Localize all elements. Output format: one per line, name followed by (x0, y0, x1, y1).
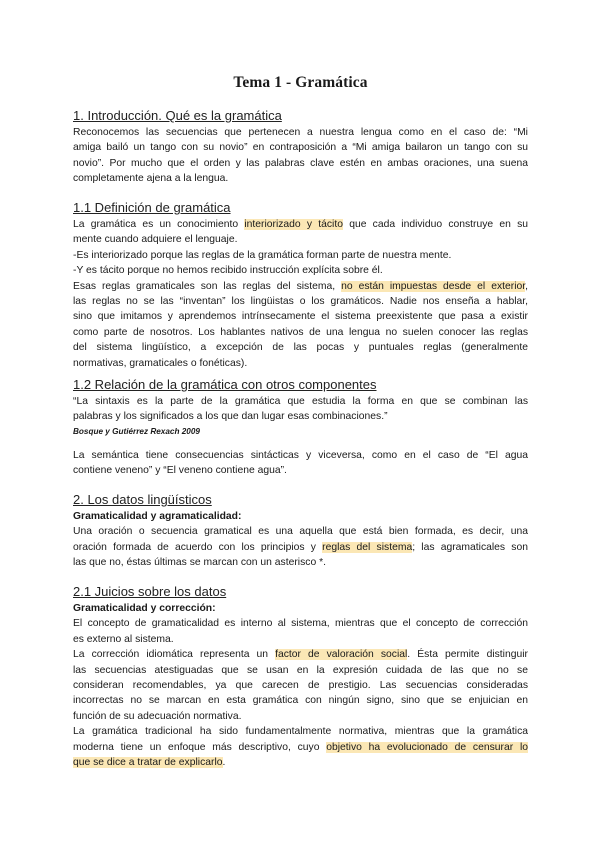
section-heading-juicios: 2.1 Juicios sobre los datos (73, 584, 227, 599)
paragraph-definicion (73, 217, 528, 371)
text-span: . Ésta permite distinguir (407, 649, 528, 661)
text-line: sino que imitamos y aprendemos intrínsecamente el sistema preexistente que pasa a existir (73, 311, 528, 323)
text-line: mente cuando adquiere el lenguaje. (73, 234, 238, 246)
text-line: El concepto de gramaticalidad es interno al sistema, mientras que el concepto de corrección (73, 618, 528, 630)
section-heading-relacion: 1.2 Relación de la gramática con otros componentes (73, 377, 377, 392)
highlighted-text: reglas del sistema (322, 541, 413, 553)
text-line (73, 540, 528, 555)
text-line: La gramática tradicional ha sido fundamentalmente normativa, mientras que la gramática (73, 726, 528, 738)
text-line (73, 755, 528, 770)
text-line: Una oración o secuencia gramatical es una aquella que está bien formada, es decir, una (73, 526, 528, 538)
text-line: amiga bailó un tango con su novio” en contraposición a “Mi amiga bailaron un tango con su (73, 142, 528, 154)
citation: Bosque y Gutiérrez Rexach 2009 (73, 426, 200, 436)
text-line: consideran recomendables, ya que carecen de prestigio. Las secuencias consideradas (73, 679, 528, 691)
paragraph-datos (73, 509, 528, 571)
text-line: del sistema lingüístico, a excepción de las pocas y puntuales reglas (generalmente (73, 342, 528, 354)
quote-line: palabras y los significados a los que dan lugar esas combinaciones.” (73, 411, 388, 423)
section-heading-intro: 1. Introducción. Qué es la gramática (73, 108, 282, 123)
text-line: contiene veneno” y “El veneno contiene agua”. (73, 465, 287, 477)
text-line (73, 647, 528, 662)
text-span: . (222, 756, 226, 768)
text-line: La semántica tiene consecuencias sintácticas y viceversa, como en el caso de “El agua (73, 450, 528, 461)
quote-block (73, 394, 528, 439)
highlighted-text: objetivo ha evolucionado de censurar lo (326, 741, 528, 753)
text-line: incorrectas no se marcan en esta gramática con ningún signo, sino que se enjuician en (73, 695, 528, 707)
quote-line: “La sintaxis es la parte de la gramática que estudia la forma en que se combinan las (73, 396, 528, 407)
text-line: función de su adecuación normativa. (73, 710, 242, 722)
document-title: Tema 1 - Gramática (233, 74, 368, 91)
text-line: como parte de nosotros. Los hablantes nativos de una lengua no suelen conocer las reglas (73, 326, 528, 338)
text-span: ; las agramaticales son (412, 541, 528, 553)
text-line: novio”. Por mucho que el orden y las palabras clave estén en ambas oraciones, una suena (73, 157, 528, 169)
section-heading-definicion: 1.1 Definición de gramática (73, 200, 231, 215)
text-span: Esas reglas gramaticales son las reglas del sistema, (73, 280, 342, 292)
subheading: Gramaticalidad y corrección: (73, 603, 216, 614)
highlighted-text: no están impuestas desde el exterior (341, 280, 526, 292)
text-line: completamente ajena a la lengua. (73, 173, 229, 185)
text-line: las que no, éstas últimas se marcan con un asterisco *. (73, 557, 326, 569)
highlighted-text: interiorizado y tácito (244, 219, 343, 230)
highlighted-text: factor de valoración social (275, 649, 408, 661)
paragraph-juicios (73, 601, 528, 770)
text-span: moderna tiene un enfoque más descriptivo, cuyo (73, 741, 327, 753)
section-heading-datos: 2. Los datos lingüísticos (73, 492, 212, 507)
text-span: La gramática es un conocimiento (73, 219, 245, 230)
highlighted-text: que se dice a tratar de explicarlo (73, 756, 223, 768)
text-line: -Es interiorizado porque las reglas de la gramática forman parte de nuestra mente. (73, 249, 452, 261)
paragraph-intro (73, 125, 528, 187)
text-line: es externo al sistema. (73, 633, 174, 645)
text-line (73, 217, 528, 232)
text-line: -Y es tácito porque no hemos recibido instrucción explícita sobre él. (73, 265, 383, 277)
text-span: oración formada de acuerdo con los principios y (73, 541, 323, 553)
paragraph-relacion (73, 448, 528, 479)
text-line: las reglas no se las “inventan” los lingüistas o los gramáticos. Nadie nos enseña a hablar, (73, 295, 528, 307)
text-line (73, 740, 528, 755)
text-span: La corrección idiomática representa un (73, 649, 276, 661)
subheading: Gramaticalidad y agramaticalidad: (73, 511, 242, 522)
text-line (73, 279, 528, 294)
text-span: , (525, 280, 529, 292)
text-line: normativas, gramaticales o fonéticas). (73, 357, 248, 369)
text-line: las secuencias atestiguadas que se usan en la expresión cuidada de las que no se (73, 664, 528, 676)
text-span: que cada individuo construye en su (342, 219, 528, 230)
text-line: Reconocemos las secuencias que pertenecen a nuestra lengua como en el caso de: “Mi (73, 127, 528, 138)
